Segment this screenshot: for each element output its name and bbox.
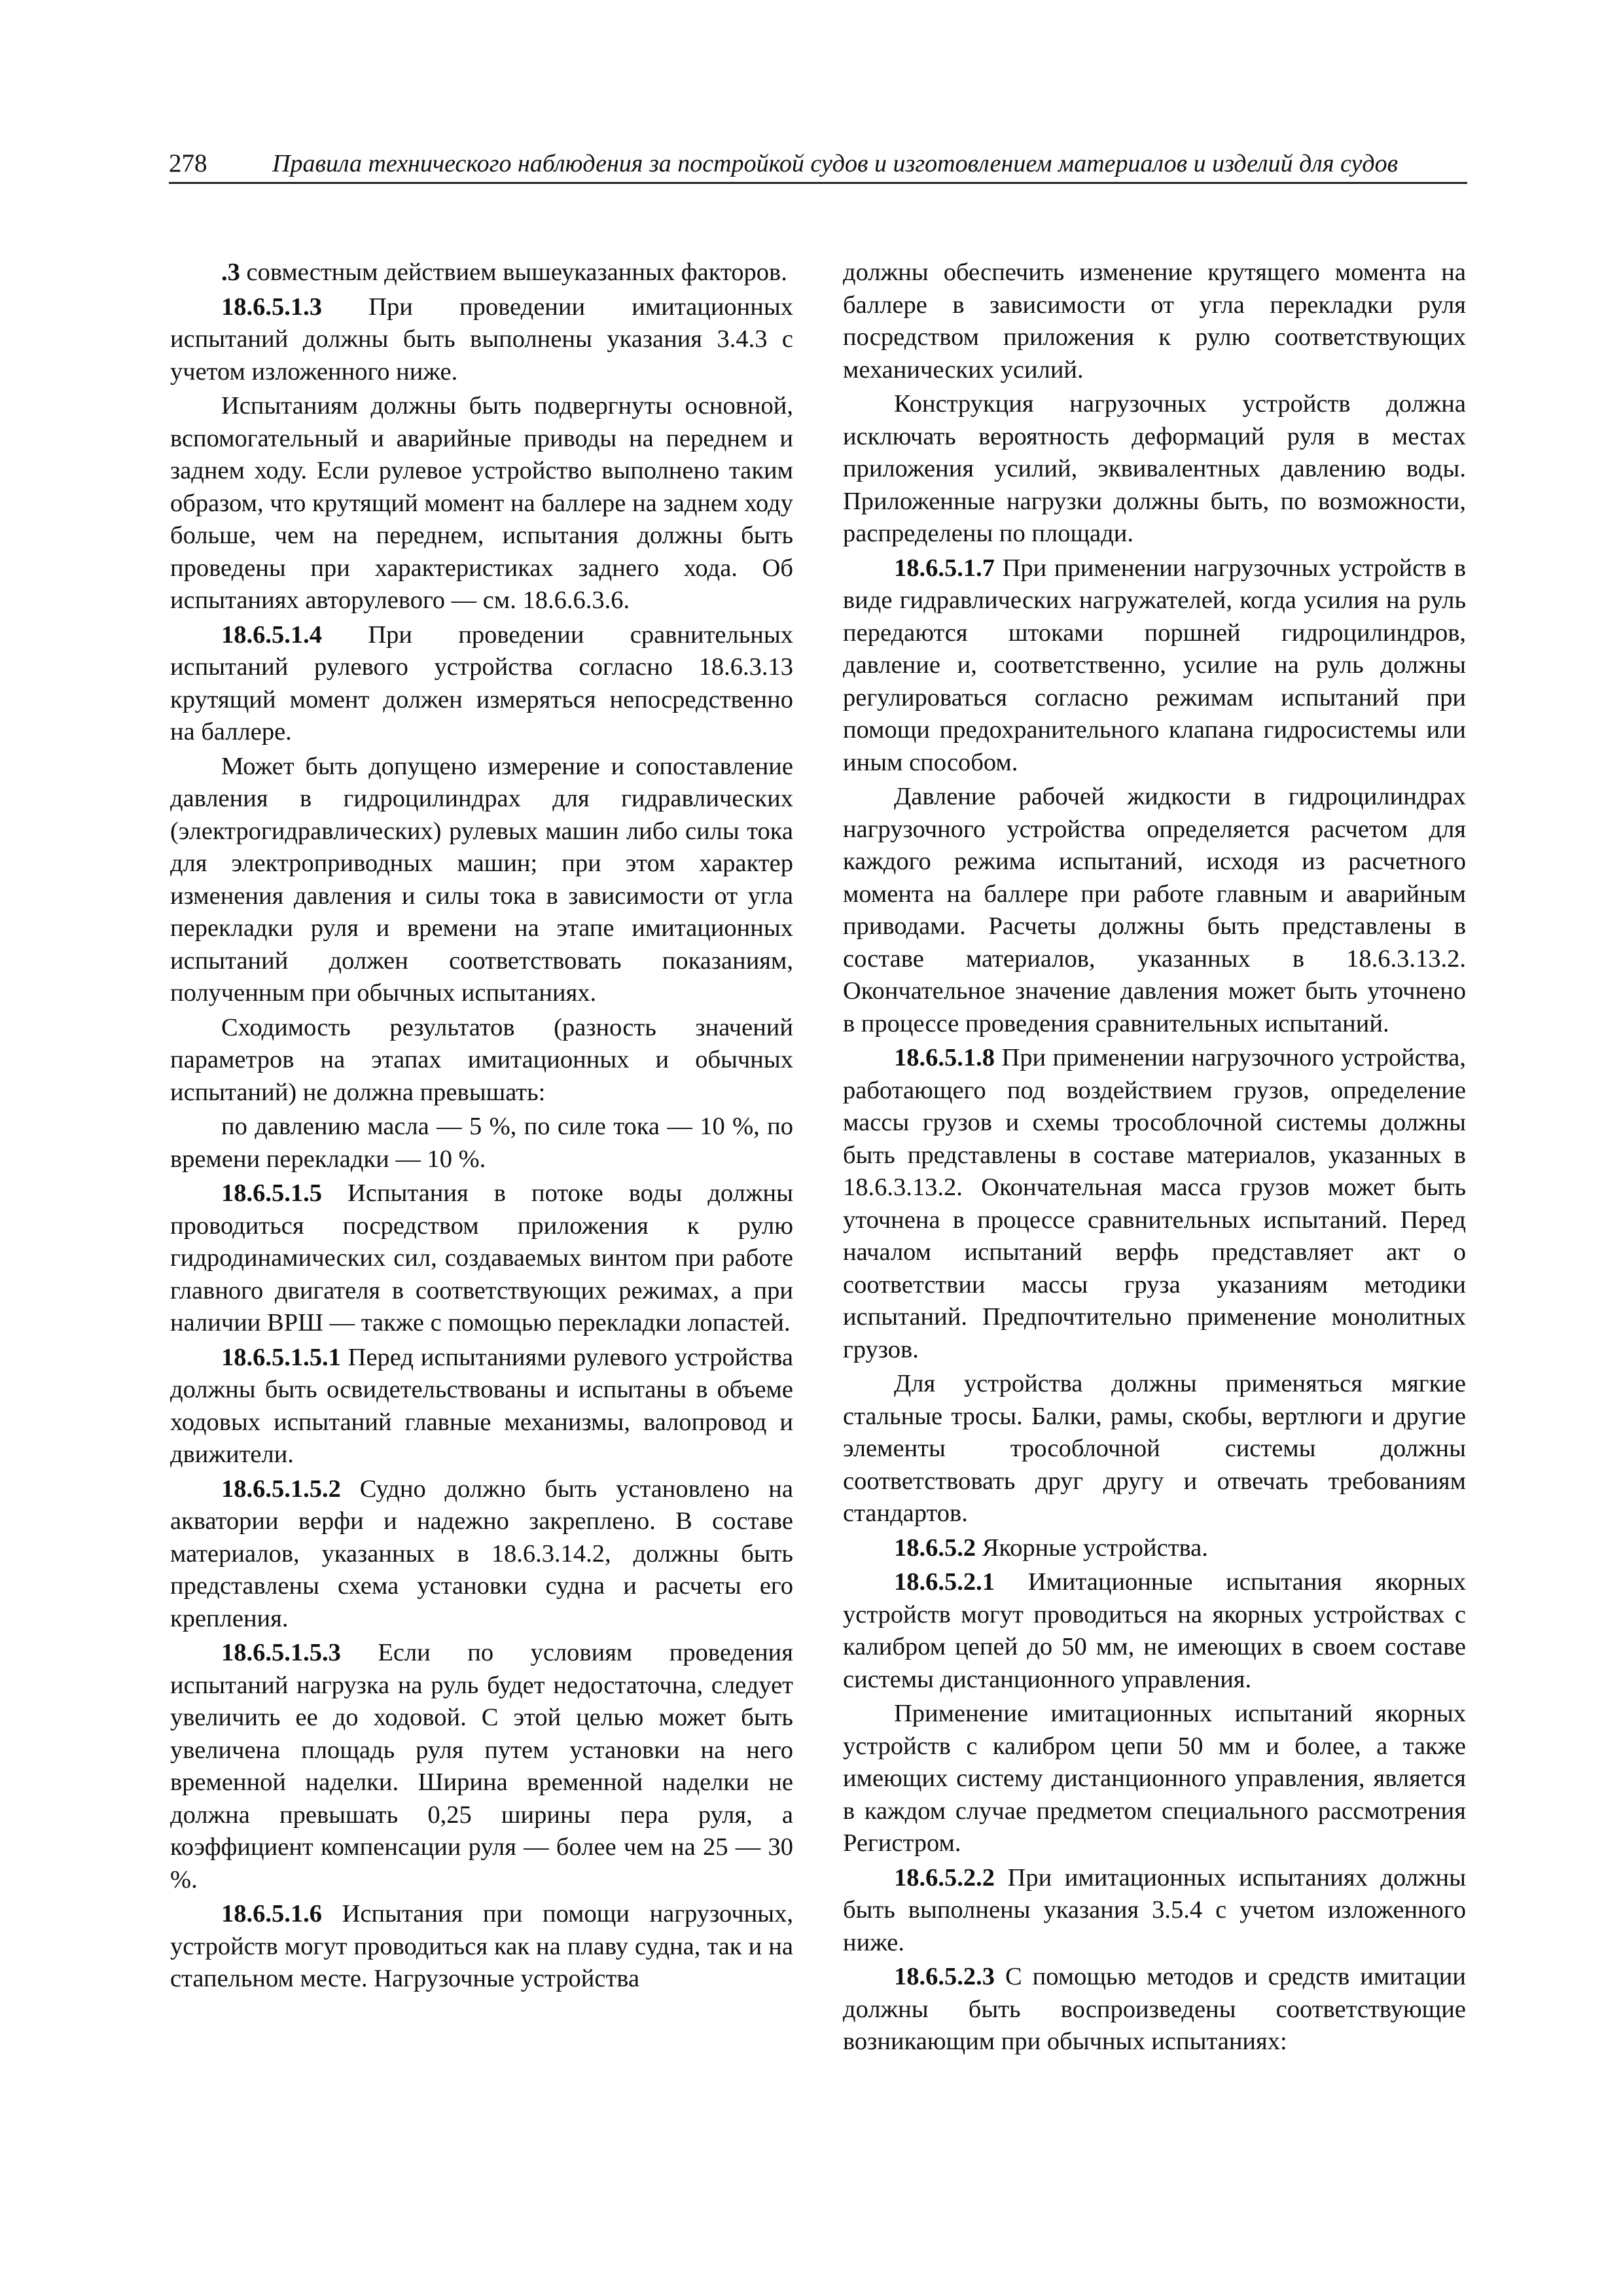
- clause-number: 18.6.5.2: [894, 1534, 976, 1562]
- clause-number: 18.6.5.1.4: [221, 620, 322, 649]
- paragraph: [843, 1042, 1466, 1366]
- clause-number: 18.6.5.1.5.3: [221, 1639, 341, 1666]
- paragraph: [843, 781, 1466, 1040]
- page-header: [169, 143, 1467, 184]
- paragraph-text: Испытания при помощи нагрузочных, устройств могут проводиться как на плаву судна, так и на стапельном месте. Нагрузочные устройства: [170, 1900, 793, 1992]
- paragraph-text: Сходимость результатов (разность значений параметров на этапах имитационных и обычных испытаний) не должна превышать:: [170, 1013, 793, 1106]
- running-title: Правила технического наблюдения за постройкой судов и изготовлением материалов и изделий для судов: [272, 150, 1399, 177]
- paragraph: [843, 1566, 1466, 1696]
- paragraph: [170, 1177, 793, 1340]
- paragraph: [170, 291, 793, 389]
- paragraph: [170, 1473, 793, 1636]
- paragraph-text: Якорные устройства.: [976, 1534, 1208, 1562]
- paragraph-text: Судно должно быть установлено на акватории верфи и надежно закреплено. В составе материалов, указанных в 18.6.3.14.2, должны быть представлены схема установки судна и расчеты его крепления.: [170, 1475, 793, 1632]
- clause-number: 18.6.5.1.5: [221, 1179, 322, 1207]
- paragraph: [843, 1961, 1466, 2058]
- paragraph: [170, 751, 793, 1010]
- paragraph: [843, 1862, 1466, 1960]
- paragraph: [170, 1111, 793, 1175]
- paragraph: [170, 1342, 793, 1471]
- paragraph-text: Давление рабочей жидкости в гидроцилиндрах нагрузочного устройства определяется расчетом для каждого режима испытаний, исходя из расчетного момента на баллере при работе главным и аварийным приводами. Расчеты должны быть представлены в составе материалов, указанных в 18.6.3.13.2. Окончательное значение давления может быть уточнено в процессе проведения сравнительных испытаний.: [843, 783, 1466, 1037]
- paragraph-text: Для устройства должны применяться мягкие стальные тросы. Балки, рамы, скобы, вертлюги и другие элементы трособлочной системы должны соответствовать друг другу и отвечать требованиям стандартов.: [843, 1370, 1466, 1527]
- paragraph-text: При применении нагрузочного устройства, работающего под воздействием грузов, определение массы грузов и схемы трособлочной системы должны быть представлены в составе материалов, указанных в 18.6.3.13.2. Окончательная масса грузов может быть уточнена в процессе сравнительных испытаний. Перед началом испытаний верфь представляет акт о соответствии массы груза указаниям методики испытаний. Предпочтительно применение монолитных грузов.: [843, 1044, 1466, 1363]
- paragraph-text: С помощью методов и средств имитации должны быть воспроизведены соответствующие возникающим при обычных испытаниях:: [843, 1963, 1466, 2055]
- paragraph: [170, 619, 793, 749]
- paragraph: [170, 257, 793, 289]
- clause-number: 18.6.5.1.8: [894, 1044, 995, 1071]
- paragraph: [170, 390, 793, 617]
- paragraph-text: Испытаниям должны быть подвергнуты основной, вспомогательный и аварийные приводы на переднем и заднем ходу. Если рулевое устройство выполнено таким образом, что крутящий момент на баллере на заднем ходу больше, чем на переднем, испытания должны быть проведены при характеристиках заднего хода. Об испытаниях авторулевого — см. 18.6.6.3.6.: [170, 392, 793, 614]
- clause-number: 18.6.5.1.5.2: [221, 1475, 341, 1503]
- paragraph-text: Перед испытаниями рулевого устройства должны быть освидетельствованы и испытаны в объеме ходовых испытаний главные механизмы, валопровод и движители.: [170, 1343, 793, 1468]
- paragraph-text: Может быть допущено измерение и сопоставление давления в гидроцилиндрах для гидравлических (электрогидравлических) рулевых машин либо силы тока для электроприводных машин; при этом характер изменения давления и силы тока в зависимости от угла перекладки руля и времени на этапе имитационных испытаний должен соответствовать показаниям, полученным при обычных испытаниях.: [170, 752, 793, 1007]
- clause-number: 18.6.5.2.3: [894, 1963, 995, 1990]
- paragraph: [170, 1012, 793, 1109]
- clause-number: 18.6.5.2.2: [894, 1863, 995, 1892]
- paragraph-text: должны обеспечить изменение крутящего момента на баллере в зависимости от угла перекладки руля посредством приложения к рулю соответствующих механических усилий.: [843, 259, 1466, 384]
- paragraph-text: совместным действием вышеуказанных факторов.: [240, 259, 787, 286]
- paragraph: [843, 1698, 1466, 1860]
- paragraph-text: При проведении сравнительных испытаний рулевого устройства согласно 18.6.3.13 крутящий момент должен измеряться непосредственно на баллере.: [170, 620, 793, 745]
- right-column: [843, 257, 1466, 2060]
- left-column: [170, 257, 793, 1998]
- paragraph: [843, 257, 1466, 386]
- paragraph-text: При применении нагрузочных устройств в виде гидравлических нагружателей, когда усилия на руль передаются штоками поршней гидроцилиндров, давление и, соответственно, усилие на руль должны регулироваться согласно режимам испытаний при помощи предохранительного клапана гидросистемы или иным способом.: [843, 554, 1466, 776]
- clause-number: 18.6.5.1.5.1: [221, 1343, 341, 1371]
- paragraph-text: по давлению масла — 5 %, по силе тока — 10 %, по времени перекладки — 10 %.: [170, 1113, 793, 1173]
- clause-number: 18.6.5.1.6: [221, 1900, 322, 1928]
- paragraph: [170, 1637, 793, 1896]
- paragraph-text: Конструкция нагрузочных устройств должна исключать вероятность деформаций руля в местах приложения усилий, эквивалентных давлению воды. Приложенные нагрузки должны быть, по возможности, распределены по площади.: [843, 390, 1466, 547]
- clause-number: 18.6.5.1.3: [221, 293, 322, 321]
- paragraph-text: Применение имитационных испытаний якорных устройств с калибром цепи 50 мм и более, а также имеющих систему дистанционного управления, является в каждом случае предметом специального рассмотрения Регистром.: [843, 1700, 1466, 1857]
- paragraph-text: Испытания в потоке воды должны проводиться посредством приложения к рулю гидродинамических сил, создаваемых винтом при работе главного двигателя в соответствующих режимах, а при наличии ВРШ — также с помощью перекладки лопастей.: [170, 1179, 793, 1336]
- clause-number: 18.6.5.1.7: [894, 554, 995, 582]
- page-number: 278: [169, 149, 207, 177]
- paragraph-text: При проведении имитационных испытаний должны быть выполнены указания 3.4.3 с учетом изложенного ниже.: [170, 293, 793, 386]
- clause-number: .3: [221, 259, 240, 286]
- paragraph: [843, 552, 1466, 780]
- paragraph-text: Имитационные испытания якорных устройств могут проводиться на якорных устройствах с калибром цепей до 50 мм, не имеющих в своем составе системы дистанционного управления.: [843, 1568, 1466, 1693]
- paragraph: [843, 1532, 1466, 1565]
- paragraph-text: При имитационных испытаниях должны быть выполнены указания 3.5.4 с учетом изложенного ниже.: [843, 1863, 1466, 1956]
- paragraph: [843, 388, 1466, 550]
- paragraph-text: Если по условиям проведения испытаний нагрузка на руль будет недостаточна, следует увеличить ее до ходовой. С этой целью может быть увеличена площадь руля путем установки на него временной наделки. Ширина временной наделки не должна превышать 0,25 ширины пера руля, а коэффициент компенсации руля — более чем на 25 — 30 %.: [170, 1639, 793, 1893]
- paragraph: [843, 1368, 1466, 1530]
- clause-number: 18.6.5.2.1: [894, 1568, 995, 1596]
- paragraph: [170, 1898, 793, 1996]
